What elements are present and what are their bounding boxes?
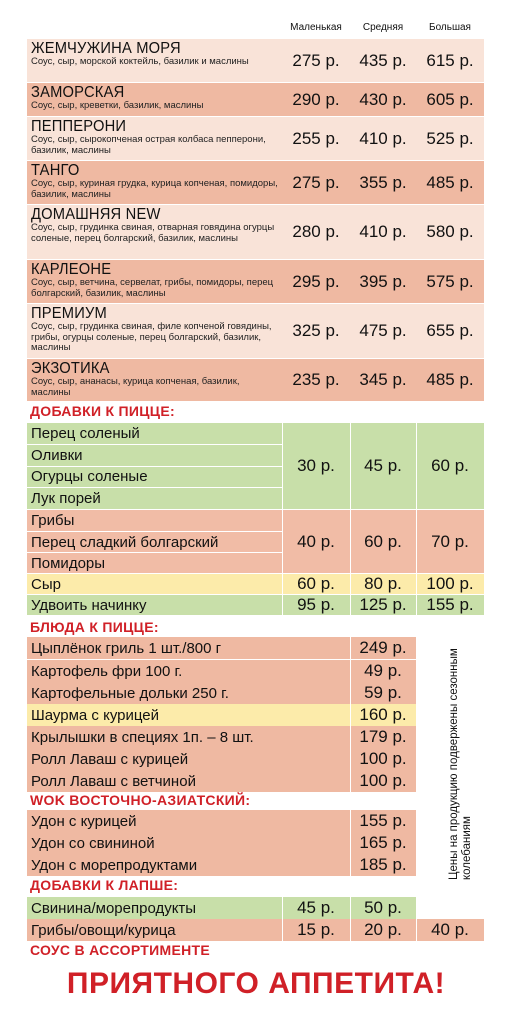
sauce-note: СОУС В АССОРТИМЕНТЕ — [30, 942, 211, 958]
pizza-desc: Соус, сыр, морской коктейль, базилик и маслины — [31, 56, 249, 67]
noodle-addon-row — [27, 897, 416, 919]
price-large: 525 р. — [426, 128, 474, 148]
price-disclaimer: Цены на продукцию подвержены сезонным колебаниям — [448, 648, 473, 880]
dish-row — [27, 726, 416, 748]
addon-item: Помидоры — [31, 555, 106, 573]
price-medium: 475 р. — [359, 321, 407, 340]
dish-name: Цыплёнок гриль 1 шт./800 г — [31, 639, 222, 657]
price-large: 580 р. — [426, 222, 474, 241]
wok-row — [27, 810, 416, 832]
price-medium: 410 р. — [359, 222, 407, 241]
pizza-desc: Соус, сыр, ананасы, курица копченая, базилик, маслины — [31, 376, 240, 398]
wok-name: Удон с морепродуктами — [31, 856, 198, 874]
pizza-row — [27, 39, 484, 82]
section-title-pizza-addons: ДОБАВКИ К ПИЦЦЕ: — [30, 403, 175, 419]
wok-price: 155 р. — [359, 811, 407, 830]
noodle-addon-name: Грибы/овощи/курица — [31, 921, 176, 939]
dish-price: 179 р. — [359, 727, 407, 746]
pizza-name: ПРЕМИУМ — [31, 305, 107, 322]
pizza-desc: Соус, сыр, грудинка свиная, филе копченой говядины, грибы, огурцы соленые, перец болгарский, базилик, маслины — [31, 321, 272, 353]
dish-name: Ролл Лаваш с курицей — [31, 750, 189, 768]
dish-price: 249 р. — [359, 638, 407, 657]
price-large: 485 р. — [426, 370, 474, 389]
price-medium: 45 р. — [364, 456, 402, 475]
section-title-noodle-addons: ДОБАВКИ К ЛАПШЕ: — [30, 877, 179, 893]
price-small: 40 р. — [297, 531, 335, 551]
addon-item: Грибы — [31, 512, 75, 530]
price-small: 235 р. — [292, 370, 340, 389]
size-header-medium: Средняя — [362, 22, 404, 33]
addon-item: Лук порей — [31, 489, 101, 507]
pizza-row — [27, 117, 484, 160]
pizza-row — [27, 304, 484, 358]
price-medium: 395 р. — [359, 271, 407, 291]
pizza-name: КАРЛЕОНЕ — [31, 261, 112, 278]
price-small: 30 р. — [297, 456, 335, 475]
addon-item: Огурцы соленые — [31, 468, 148, 486]
dish-name: Шаурма с курицей — [31, 706, 160, 724]
price-medium: 355 р. — [359, 172, 407, 192]
dish-price: 100 р. — [359, 771, 407, 790]
wok-row — [27, 832, 416, 854]
pizza-desc: Соус, сыр, грудинка свиная, отварная говядина огурцы соленые, перец болгарский, базилик, маслины — [31, 222, 275, 244]
size-header-large: Большая — [429, 22, 471, 33]
addon-item: Перец соленый — [31, 425, 140, 443]
price-small: 45 р. — [297, 898, 335, 917]
pizza-row — [27, 83, 484, 116]
size-header-small: Маленькая — [290, 22, 342, 33]
price-small: 95 р. — [297, 595, 335, 614]
price-large: 100 р. — [426, 574, 474, 593]
dish-row — [27, 704, 416, 726]
dish-row — [27, 637, 416, 659]
price-large: 70 р. — [431, 531, 469, 551]
price-small: 290 р. — [292, 89, 340, 109]
footer-slogan: ПРИЯТНОГО АППЕТИТА! — [66, 967, 446, 1000]
dish-name: Крылышки в специях 1п. – 8 шт. — [31, 728, 254, 746]
pizza-desc: Соус, сыр, куриная грудка, курица копченая, помидоры, базилик, маслины — [31, 178, 278, 200]
price-small: 255 р. — [292, 128, 340, 148]
wok-row — [27, 854, 416, 876]
price-medium: 430 р. — [359, 89, 407, 109]
wok-price: 185 р. — [359, 855, 407, 874]
price-small: 295 р. — [292, 271, 340, 291]
price-large: 485 р. — [426, 172, 474, 192]
pizza-row — [27, 260, 484, 303]
addon-item: Перец сладкий болгарский — [31, 533, 219, 551]
addon-item: Оливки — [31, 446, 83, 464]
dish-price: 49 р. — [364, 661, 402, 680]
dish-row — [27, 682, 416, 704]
dish-row — [27, 748, 416, 770]
price-medium: 60 р. — [364, 531, 402, 551]
price-large: 155 р. — [426, 595, 474, 614]
dish-price: 59 р. — [364, 683, 402, 702]
price-large: 40 р. — [431, 920, 469, 939]
pizza-desc: Соус, сыр, сырокопченая острая колбаса пепперони, базилик, маслины — [31, 134, 266, 156]
price-medium: 80 р. — [364, 574, 402, 593]
dish-row — [27, 660, 416, 682]
addon-item: Сыр — [31, 575, 61, 593]
section-title-dishes: БЛЮДА К ПИЦЦЕ: — [30, 619, 159, 635]
price-large: 60 р. — [431, 456, 469, 475]
pizza-desc: Соус, сыр, ветчина, сервелат, грибы, помидоры, перец болгарский, базилик, маслины — [31, 277, 274, 299]
price-medium: 410 р. — [359, 128, 407, 148]
price-small: 280 р. — [292, 222, 340, 241]
price-large: 575 р. — [426, 271, 474, 291]
price-small: 60 р. — [297, 574, 335, 593]
dish-name: Картофельные дольки 250 г. — [31, 684, 229, 702]
price-medium: 50 р. — [364, 898, 402, 917]
dish-name: Картофель фри 100 г. — [31, 662, 183, 680]
pizza-row — [27, 359, 484, 401]
price-large: 655 р. — [426, 321, 474, 340]
price-small: 15 р. — [297, 920, 335, 939]
price-small: 325 р. — [292, 321, 340, 340]
pizza-row — [27, 161, 484, 204]
dish-name: Ролл Лаваш с ветчиной — [31, 772, 196, 790]
dish-price: 100 р. — [359, 749, 407, 768]
pizza-name: ТАНГО — [31, 162, 80, 179]
wok-name: Удон с курицей — [31, 812, 137, 830]
pizza-row — [27, 205, 484, 259]
price-small: 275 р. — [292, 172, 340, 192]
price-large: 615 р. — [426, 50, 474, 70]
price-medium: 125 р. — [359, 595, 407, 614]
noodle-addon-name: Свинина/морепродукты — [31, 899, 197, 917]
price-medium: 20 р. — [364, 920, 402, 939]
dish-price: 160 р. — [359, 705, 407, 724]
pizza-name: ЭКЗОТИКА — [31, 360, 110, 377]
pizza-name: ЗАМОРСКАЯ — [31, 84, 125, 101]
price-medium: 345 р. — [359, 370, 407, 389]
wok-price: 165 р. — [359, 833, 407, 852]
price-large: 605 р. — [426, 89, 474, 109]
pizza-name: ПЕППЕРОНИ — [31, 118, 127, 135]
price-medium: 435 р. — [359, 50, 407, 70]
wok-name: Удон со свининой — [31, 834, 155, 852]
section-title-wok: WOK ВОСТОЧНО-АЗИАТСКИЙ: — [30, 792, 251, 808]
addon-item: Удвоить начинку — [31, 596, 147, 614]
pizza-name: ДОМАШНЯЯ NEW — [31, 206, 161, 223]
dish-row — [27, 770, 416, 792]
price-small: 275 р. — [292, 50, 340, 70]
pizza-desc: Соус, сыр, креветки, базилик, маслины — [31, 100, 204, 111]
pizza-name: ЖЕМЧУЖИНА МОРЯ — [31, 40, 181, 57]
